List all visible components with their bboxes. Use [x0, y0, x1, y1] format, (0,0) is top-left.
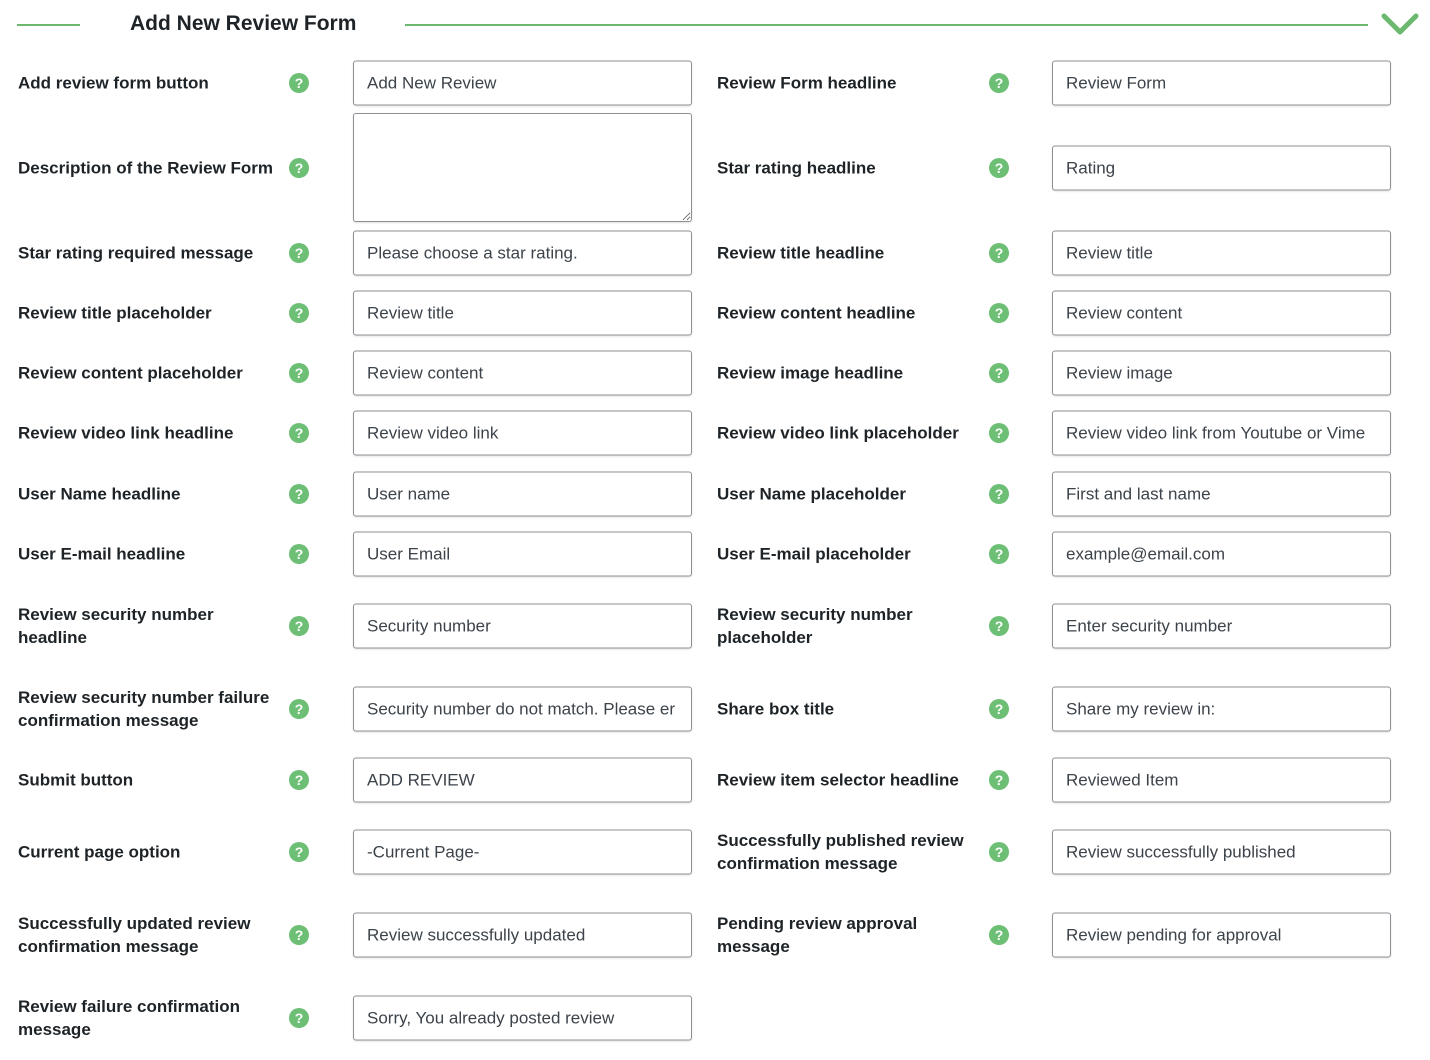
current-page-option-input[interactable] — [353, 830, 692, 875]
review-title-placeholder-label: Review title placeholder — [18, 303, 212, 323]
pending-review-approval-message-label: Pending review approval message — [717, 914, 918, 956]
user-e-mail-placeholder-label: User E-mail placeholder — [717, 544, 911, 564]
review-form-headline-input[interactable] — [1052, 61, 1391, 106]
review-title-headline-label: Review title headline — [717, 243, 885, 263]
share-box-title-label: Share box title — [717, 699, 835, 719]
review-security-number-headline-input[interactable] — [353, 604, 692, 649]
successfully-updated-review-confirmation-message-label: Successfully updated review confirmation message — [18, 914, 251, 956]
help-icon[interactable]: ? — [289, 842, 309, 862]
help-icon[interactable]: ? — [989, 423, 1009, 443]
help-icon[interactable]: ? — [289, 303, 309, 323]
review-image-headline-label: Review image headline — [717, 363, 904, 383]
header-divider-right — [405, 24, 1368, 26]
section-title: Add New Review Form — [130, 12, 357, 35]
help-icon[interactable]: ? — [289, 616, 309, 636]
header-divider-left — [17, 24, 80, 26]
help-icon[interactable]: ? — [289, 1008, 309, 1028]
submit-button-input[interactable] — [353, 758, 692, 803]
review-security-number-placeholder-input[interactable] — [1052, 604, 1391, 649]
help-icon[interactable]: ? — [989, 699, 1009, 719]
star-rating-headline-label: Star rating headline — [717, 158, 876, 178]
review-title-headline-input[interactable] — [1052, 231, 1391, 276]
review-security-number-placeholder-label: Review security number placeholder — [717, 605, 913, 647]
review-item-selector-headline-input[interactable] — [1052, 758, 1391, 803]
chevron-down-icon[interactable] — [1380, 10, 1420, 38]
review-image-headline-input[interactable] — [1052, 351, 1391, 396]
user-name-placeholder-label: User Name placeholder — [717, 484, 906, 504]
help-icon[interactable]: ? — [289, 423, 309, 443]
help-icon[interactable]: ? — [289, 484, 309, 504]
help-icon[interactable]: ? — [989, 544, 1009, 564]
help-icon[interactable]: ? — [289, 158, 309, 178]
user-name-headline-label: User Name headline — [18, 484, 181, 504]
review-video-link-placeholder-label: Review video link placeholder — [717, 423, 959, 443]
user-e-mail-headline-label: User E-mail headline — [18, 544, 186, 564]
help-icon[interactable]: ? — [289, 363, 309, 383]
successfully-published-review-confirmation-message-input[interactable] — [1052, 830, 1391, 875]
section-header — [0, 0, 1430, 52]
star-rating-required-message-input[interactable] — [353, 231, 692, 276]
review-content-headline-label: Review content headline — [717, 303, 916, 323]
help-icon[interactable]: ? — [289, 770, 309, 790]
review-content-placeholder-input[interactable] — [353, 351, 692, 396]
review-content-placeholder-label: Review content placeholder — [18, 363, 243, 383]
help-icon[interactable]: ? — [989, 770, 1009, 790]
help-icon[interactable]: ? — [289, 544, 309, 564]
add-review-form-button-label: Add review form button — [18, 73, 209, 93]
description-of-the-review-form-label: Description of the Review Form — [18, 158, 274, 178]
help-icon[interactable]: ? — [989, 158, 1009, 178]
review-title-placeholder-input[interactable] — [353, 291, 692, 336]
help-icon[interactable]: ? — [989, 484, 1009, 504]
user-e-mail-headline-input[interactable] — [353, 532, 692, 577]
help-icon[interactable]: ? — [289, 243, 309, 263]
review-security-number-failure-confirmation-message-label: Review security number failure confirmation message — [18, 688, 270, 730]
help-icon[interactable]: ? — [989, 73, 1009, 93]
add-review-form-button-input[interactable] — [353, 61, 692, 106]
help-icon[interactable]: ? — [289, 925, 309, 945]
review-video-link-headline-input[interactable] — [353, 411, 692, 456]
submit-button-label: Submit button — [18, 770, 134, 790]
help-icon[interactable]: ? — [989, 303, 1009, 323]
help-icon[interactable]: ? — [989, 616, 1009, 636]
help-icon[interactable]: ? — [289, 699, 309, 719]
help-icon[interactable]: ? — [989, 363, 1009, 383]
review-security-number-headline-label: Review security number headline — [18, 605, 214, 647]
help-icon[interactable]: ? — [989, 842, 1009, 862]
review-content-headline-input[interactable] — [1052, 291, 1391, 336]
current-page-option-label: Current page option — [18, 842, 181, 862]
user-e-mail-placeholder-input[interactable] — [1052, 532, 1391, 577]
review-failure-confirmation-message-input[interactable] — [353, 996, 692, 1041]
share-box-title-input[interactable] — [1052, 687, 1391, 732]
user-name-placeholder-input[interactable] — [1052, 472, 1391, 517]
review-security-number-failure-confirmation-message-input[interactable] — [353, 687, 692, 732]
description-of-the-review-form-input[interactable] — [353, 113, 692, 222]
help-icon[interactable]: ? — [989, 925, 1009, 945]
successfully-updated-review-confirmation-message-input[interactable] — [353, 913, 692, 958]
help-icon[interactable]: ? — [989, 243, 1009, 263]
review-failure-confirmation-message-label: Review failure confirmation message — [18, 997, 240, 1039]
star-rating-headline-input[interactable] — [1052, 146, 1391, 191]
review-item-selector-headline-label: Review item selector headline — [717, 770, 959, 790]
successfully-published-review-confirmation-message-label: Successfully published review confirmation message — [717, 831, 964, 873]
help-icon[interactable]: ? — [289, 73, 309, 93]
review-video-link-headline-label: Review video link headline — [18, 423, 234, 443]
pending-review-approval-message-input[interactable] — [1052, 913, 1391, 958]
review-video-link-placeholder-input[interactable] — [1052, 411, 1391, 456]
star-rating-required-message-label: Star rating required message — [18, 243, 254, 263]
review-form-headline-label: Review Form headline — [717, 73, 897, 93]
user-name-headline-input[interactable] — [353, 472, 692, 517]
